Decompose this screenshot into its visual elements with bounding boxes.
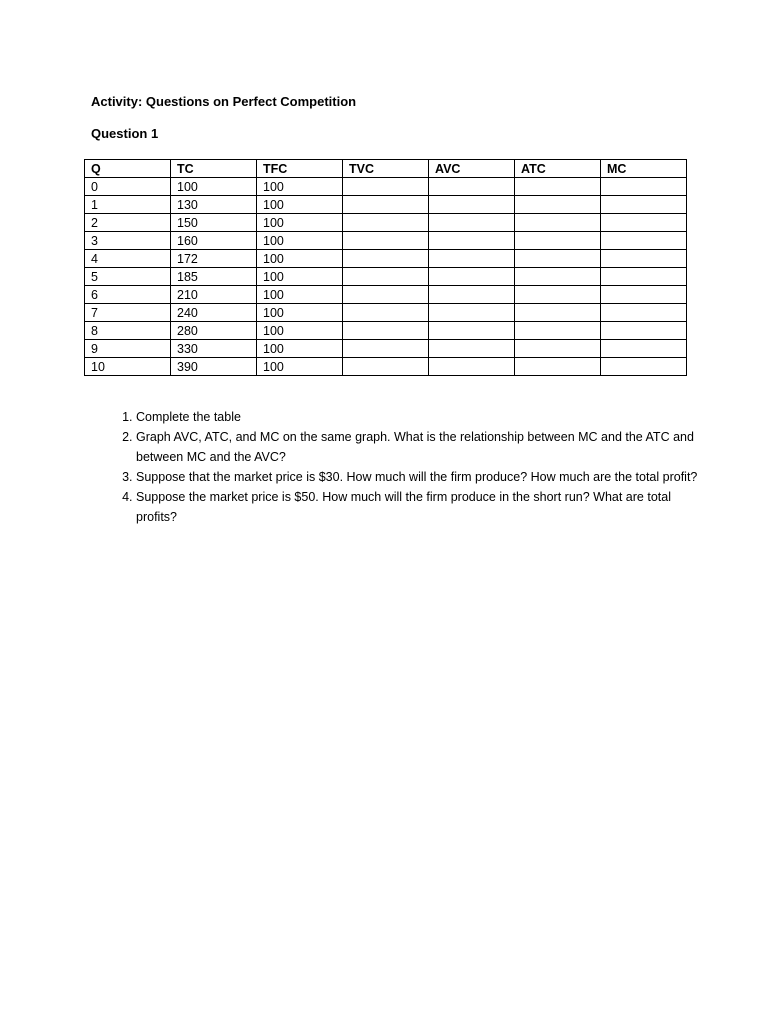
- table-cell-tc: 390: [171, 358, 257, 376]
- table-cell-atc: [515, 322, 601, 340]
- table-cell-avc: [429, 250, 515, 268]
- table-cell-tc: 160: [171, 232, 257, 250]
- table-cell-tvc: [343, 322, 429, 340]
- table-cell-tfc: 100: [257, 340, 343, 358]
- table-cell-atc: [515, 358, 601, 376]
- table-row: [85, 322, 687, 340]
- table-cell-mc: [601, 214, 687, 232]
- table-row: [85, 268, 687, 286]
- table-cell-atc: [515, 340, 601, 358]
- table-row: [85, 250, 687, 268]
- table-cell-avc: [429, 214, 515, 232]
- table-cell-q: 9: [85, 340, 171, 358]
- column-header: ATC: [515, 160, 601, 178]
- table-cell-mc: [601, 286, 687, 304]
- table-header-row: [85, 160, 687, 178]
- table-cell-tc: 172: [171, 250, 257, 268]
- table-body: [85, 178, 687, 376]
- column-header: AVC: [429, 160, 515, 178]
- table-cell-tc: 280: [171, 322, 257, 340]
- column-header: Q: [85, 160, 171, 178]
- table-cell-tfc: 100: [257, 232, 343, 250]
- table-cell-mc: [601, 196, 687, 214]
- table-cell-avc: [429, 196, 515, 214]
- table-cell-avc: [429, 178, 515, 196]
- question-list: [112, 407, 706, 527]
- question-item: 4. Suppose the market price is $50. How much will the firm produce in the short run? What are total profits?: [136, 487, 706, 527]
- table-row: [85, 214, 687, 232]
- question-item: 1. Complete the table: [136, 407, 706, 427]
- table-cell-mc: [601, 358, 687, 376]
- table-cell-avc: [429, 268, 515, 286]
- table-cell-tfc: 100: [257, 286, 343, 304]
- table-cell-avc: [429, 340, 515, 358]
- column-header: MC: [601, 160, 687, 178]
- table-cell-atc: [515, 268, 601, 286]
- table-cell-atc: [515, 286, 601, 304]
- table-cell-tc: 130: [171, 196, 257, 214]
- table-cell-tvc: [343, 196, 429, 214]
- table-cell-tc: 330: [171, 340, 257, 358]
- table-cell-mc: [601, 268, 687, 286]
- table-cell-q: 6: [85, 286, 171, 304]
- table-cell-tc: 185: [171, 268, 257, 286]
- table-cell-atc: [515, 178, 601, 196]
- table-row: [85, 232, 687, 250]
- table-cell-tc: 210: [171, 286, 257, 304]
- table-cell-tc: 100: [171, 178, 257, 196]
- question-heading: Question 1: [91, 126, 159, 141]
- table-cell-q: 2: [85, 214, 171, 232]
- table-cell-atc: [515, 232, 601, 250]
- table-row: [85, 340, 687, 358]
- table-cell-q: 7: [85, 304, 171, 322]
- table-cell-mc: [601, 250, 687, 268]
- table-cell-tvc: [343, 358, 429, 376]
- table-cell-tfc: 100: [257, 250, 343, 268]
- table-row: [85, 304, 687, 322]
- table-cell-tfc: 100: [257, 268, 343, 286]
- table-cell-tc: 240: [171, 304, 257, 322]
- table-cell-avc: [429, 304, 515, 322]
- table-cell-tfc: 100: [257, 358, 343, 376]
- table-cell-q: 5: [85, 268, 171, 286]
- table-cell-q: 3: [85, 232, 171, 250]
- table-cell-tvc: [343, 178, 429, 196]
- table-cell-atc: [515, 304, 601, 322]
- table-row: [85, 196, 687, 214]
- table-cell-tfc: 100: [257, 304, 343, 322]
- table-cell-mc: [601, 178, 687, 196]
- table-row: [85, 286, 687, 304]
- table-cell-q: 1: [85, 196, 171, 214]
- question-item: 3. Suppose that the market price is $30. How much will the firm produce? How much are the total profit?: [136, 467, 706, 487]
- table-cell-tvc: [343, 268, 429, 286]
- table-cell-mc: [601, 322, 687, 340]
- table-cell-avc: [429, 322, 515, 340]
- cost-table: [84, 159, 687, 376]
- table-cell-atc: [515, 250, 601, 268]
- table-cell-tc: 150: [171, 214, 257, 232]
- table-cell-q: 0: [85, 178, 171, 196]
- table-cell-tfc: 100: [257, 322, 343, 340]
- table-cell-avc: [429, 286, 515, 304]
- table-cell-atc: [515, 214, 601, 232]
- table-cell-tfc: 100: [257, 214, 343, 232]
- table-cell-avc: [429, 358, 515, 376]
- page-title: Activity: Questions on Perfect Competition: [91, 94, 357, 109]
- column-header: TFC: [257, 160, 343, 178]
- table-cell-q: 8: [85, 322, 171, 340]
- table-cell-tvc: [343, 340, 429, 358]
- table-cell-tvc: [343, 214, 429, 232]
- column-header: TVC: [343, 160, 429, 178]
- table-cell-tfc: 100: [257, 178, 343, 196]
- table-cell-mc: [601, 304, 687, 322]
- table-cell-tfc: 100: [257, 196, 343, 214]
- column-header: TC: [171, 160, 257, 178]
- table-row: [85, 178, 687, 196]
- table-cell-atc: [515, 196, 601, 214]
- question-item: 2. Graph AVC, ATC, and MC on the same graph. What is the relationship between MC and the ATC and between MC and the AVC?: [136, 427, 706, 467]
- table-cell-mc: [601, 340, 687, 358]
- table-cell-q: 4: [85, 250, 171, 268]
- table-cell-tvc: [343, 304, 429, 322]
- table-cell-avc: [429, 232, 515, 250]
- table-cell-tvc: [343, 286, 429, 304]
- table-cell-tvc: [343, 250, 429, 268]
- table-cell-tvc: [343, 232, 429, 250]
- table-row: [85, 358, 687, 376]
- table-cell-q: 10: [85, 358, 171, 376]
- table-cell-mc: [601, 232, 687, 250]
